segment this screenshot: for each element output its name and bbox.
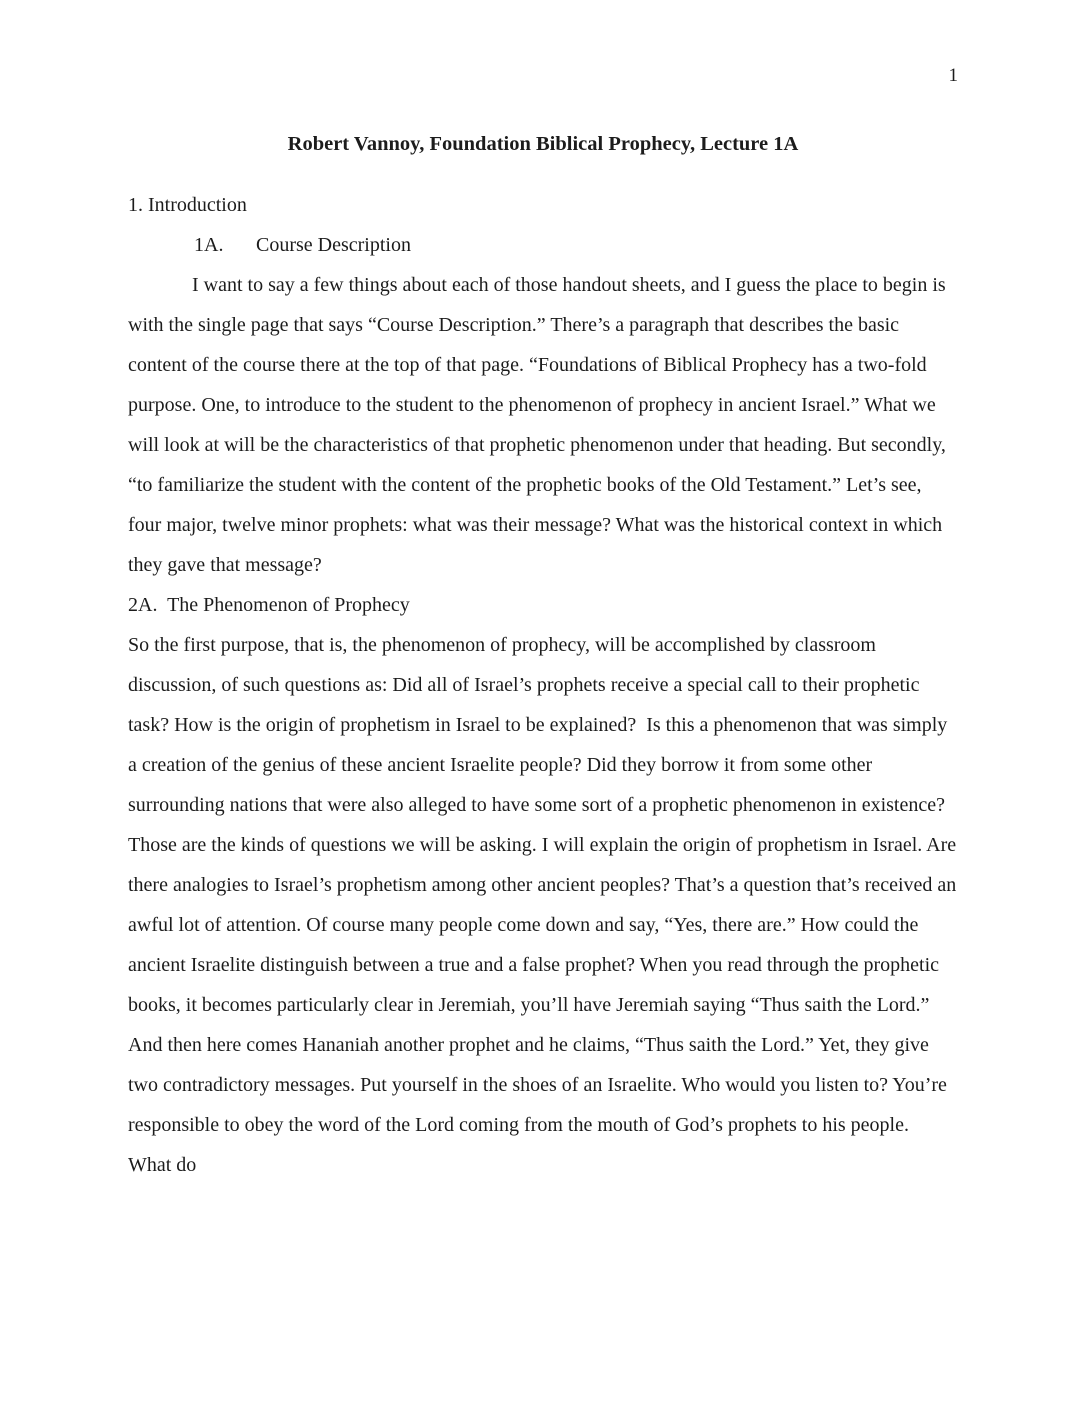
subheading-number: 1A. bbox=[194, 234, 224, 256]
page-number: 1 bbox=[948, 65, 958, 86]
paragraph-course-description: I want to say a few things about each of those handout sheets, and I guess the place to begin is with the single page that says “Course Description.” There’s a paragraph that describes the basic content of the course there at the top of that page. “Foundations of Biblical Prophecy has a two-fold purpose. One, to introduce to the student to the phenomenon of prophecy in ancient Israel.” What we will look at will be the characteristics of that prophetic phenomenon under that heading. But secondly, “to familiarize the student with the content of the prophetic books of the Old Testament.” Let’s see, four major, twelve minor prophets: what was their message? What was the historical context in which they gave that message? bbox=[128, 274, 946, 576]
document-title: Robert Vannoy, Foundation Biblical Prophecy, Lecture 1A bbox=[287, 133, 799, 155]
heading-phenomenon-of-prophecy: 2A. The Phenomenon of Prophecy bbox=[128, 594, 410, 616]
subheading-course-description bbox=[128, 225, 958, 265]
paragraph-phenomenon-of-prophecy: So the first purpose, that is, the phenomenon of prophecy, will be accomplished by classroom discussion, of such questions as: Did all of Israel’s prophets receive a special call to their prophetic task? How is the origin of prophetism in Israel to be explained? Is this a phenomenon that was simply a creation of the genius of these ancient Israelite people? Did they borrow it from some other surrounding nations that were also alleged to have some sort of a prophetic phenomenon in existence? Those are the kinds of questions we will be asking. I will explain the origin of prophetism in Israel. Are there analogies to Israel’s prophetism among other ancient peoples? That’s a question that’s received an awful lot of attention. Of course many people come down and say, “Yes, there are.” How could the ancient Israelite distinguish between a true and a false prophet? When you read through the prophetic books, it becomes particularly clear in Jeremiah, you’ll have Jeremiah saying “Thus saith the Lord.” And then here comes Hananiah another prophet and he claims, “Thus saith the Lord.” Yet, they give two contradictory messages. Put yourself in the shoes of an Israelite. Who would you listen to? You’re responsible to obey the word of the Lord coming from the mouth of God’s prophets to his people. What do bbox=[128, 634, 957, 1176]
subheading-label: Course Description bbox=[256, 234, 411, 256]
heading-introduction: 1. Introduction bbox=[128, 194, 247, 216]
